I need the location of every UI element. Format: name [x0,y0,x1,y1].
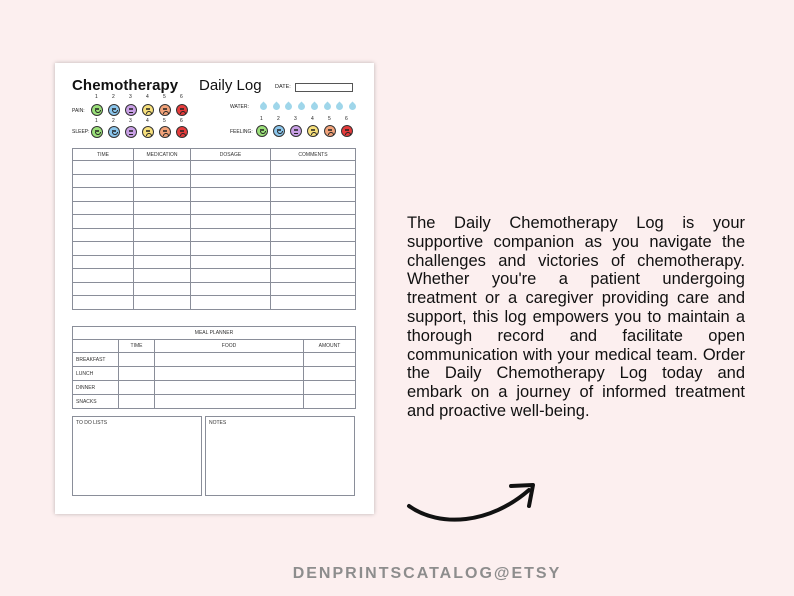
table-row [73,161,356,175]
pain-scale-number: 3 [129,94,132,100]
log-header-dosage: DOSAGE [191,149,271,161]
pain-label: PAIN: [72,108,85,114]
meal-header-cell: AMOUNT [304,340,356,353]
table-cell [191,174,271,188]
table-cell [191,242,271,256]
table-cell [191,215,271,229]
pain-scale-number: 2 [112,94,115,100]
meal-header-cell: TIME [119,340,155,353]
meal-header-cell [73,340,119,353]
sleep-face-icon [176,126,188,138]
table-cell [73,282,134,296]
water-drop-icon [297,102,307,112]
table-cell [73,269,134,283]
table-cell [134,215,191,229]
log-header-time: TIME [73,149,134,161]
table-cell [191,269,271,283]
feeling-scale-number: 2 [277,116,280,122]
table-row [73,188,356,202]
feeling-face-icon [256,125,268,137]
meal-cell [119,381,155,395]
water-drop-icon [322,102,332,112]
pain-scale-number: 4 [146,94,149,100]
pain-face-icon [91,104,103,116]
meal-cell [119,353,155,367]
meal-row-label: BREAKFAST [73,353,119,367]
date-label: DATE: [275,84,291,90]
table-row [73,282,356,296]
feeling-face-icon [290,125,302,137]
table-cell [271,296,356,310]
water-drop-icon [309,102,319,112]
date-field [295,83,353,92]
table-cell [134,255,191,269]
table-cell [134,282,191,296]
table-cell [73,215,134,229]
todo-label: TO DO LISTS [76,420,108,426]
water-drop-icon [335,102,345,112]
table-cell [191,296,271,310]
log-title-bold: Chemotherapy [72,77,179,94]
table-row [73,215,356,229]
table-cell [191,161,271,175]
notes-box [205,416,355,496]
table-row [73,296,356,310]
log-sheet-preview [55,63,374,514]
pain-scale-number: 5 [163,94,166,100]
meal-row [73,395,356,409]
water-label: WATER: [230,104,249,110]
table-cell [73,174,134,188]
meal-cell [155,395,304,409]
feeling-scale-number: 4 [311,116,314,122]
table-cell [191,282,271,296]
meal-row [73,381,356,395]
table-cell [73,161,134,175]
sleep-face-icon [125,126,137,138]
log-header-medication: MEDICATION [134,149,191,161]
notes-label: NOTES [209,420,227,426]
meal-cell [119,395,155,409]
pain-face-icon [142,104,154,116]
sleep-face-icon [91,126,103,138]
feeling-label: FEELING: [230,129,253,135]
meal-cell [155,381,304,395]
feeling-scale-number: 6 [345,116,348,122]
meal-planner-table [72,326,356,409]
pain-scale-number: 1 [95,94,98,100]
sleep-face-icon [108,126,120,138]
table-cell [73,228,134,242]
sleep-scale-number: 2 [112,118,115,124]
meal-cell [155,353,304,367]
table-cell [191,188,271,202]
shop-footer: DENPRINTSCATALOG@ETSY [292,565,562,582]
log-header-comments: COMMENTS [271,149,356,161]
feeling-scale-number: 1 [260,116,263,122]
table-cell [271,161,356,175]
pain-scale-number: 6 [180,94,183,100]
table-cell [73,242,134,256]
feeling-scale-number: 5 [328,116,331,122]
pain-face-icon [125,104,137,116]
sleep-scale-number: 6 [180,118,183,124]
feeling-scale-number: 3 [294,116,297,122]
table-cell [191,201,271,215]
table-cell [134,201,191,215]
meal-cell [304,367,356,381]
sleep-label: SLEEP: [72,129,90,135]
water-drop-icon [271,102,281,112]
table-row [73,228,356,242]
table-cell [271,228,356,242]
table-cell [73,201,134,215]
table-cell [134,228,191,242]
product-description: The Daily Chemotherapy Log is your supportive companion as you navigate the challenges and victories of chemotherapy. Whether you're a patient undergoing treatment or a caregiver providing care and support, this log empowers you to maintain a thorough record and facilitate open communication with your medical team. Order the Daily Chemotherapy Log today and embark on a journey of informed treatment and proactive well-being. [407,214,745,420]
water-drop-icon [284,102,294,112]
table-cell [271,242,356,256]
meal-row-label: SNACKS [73,395,119,409]
table-cell [191,228,271,242]
meal-cell [119,367,155,381]
table-cell [134,174,191,188]
table-cell [134,296,191,310]
water-drop-icon [347,102,357,112]
meal-row-label: DINNER [73,381,119,395]
todo-box [72,416,202,496]
sleep-scale-number: 5 [163,118,166,124]
table-cell [134,269,191,283]
sleep-face-icon [142,126,154,138]
feeling-face-icon [307,125,319,137]
table-cell [271,188,356,202]
feeling-face-icon [324,125,336,137]
meal-cell [155,367,304,381]
table-row [73,242,356,256]
pain-face-icon [108,104,120,116]
curved-arrow-icon [405,478,545,528]
sleep-scale-number: 4 [146,118,149,124]
table-cell [134,242,191,256]
table-row [73,174,356,188]
table-row [73,201,356,215]
meal-planner-title: MEAL PLANNER [73,327,356,340]
meal-row [73,367,356,381]
table-cell [271,282,356,296]
sleep-scale-number: 1 [95,118,98,124]
table-cell [134,161,191,175]
table-cell [271,174,356,188]
table-cell [73,296,134,310]
table-cell [271,215,356,229]
sleep-scale-number: 3 [129,118,132,124]
water-drop-icon [259,102,269,112]
table-cell [271,255,356,269]
table-row [73,269,356,283]
table-cell [271,269,356,283]
meal-row-label: LUNCH [73,367,119,381]
meal-header-cell: FOOD [155,340,304,353]
table-cell [271,201,356,215]
pain-face-icon [159,104,171,116]
meal-cell [304,381,356,395]
table-cell [73,255,134,269]
meal-row [73,353,356,367]
table-cell [73,188,134,202]
pain-face-icon [176,104,188,116]
meal-cell [304,395,356,409]
medication-table [72,148,356,310]
table-cell [191,255,271,269]
table-row [73,255,356,269]
feeling-face-icon [341,125,353,137]
log-title-regular: Daily Log [199,77,262,94]
table-cell [134,188,191,202]
feeling-face-icon [273,125,285,137]
meal-cell [304,353,356,367]
sleep-face-icon [159,126,171,138]
